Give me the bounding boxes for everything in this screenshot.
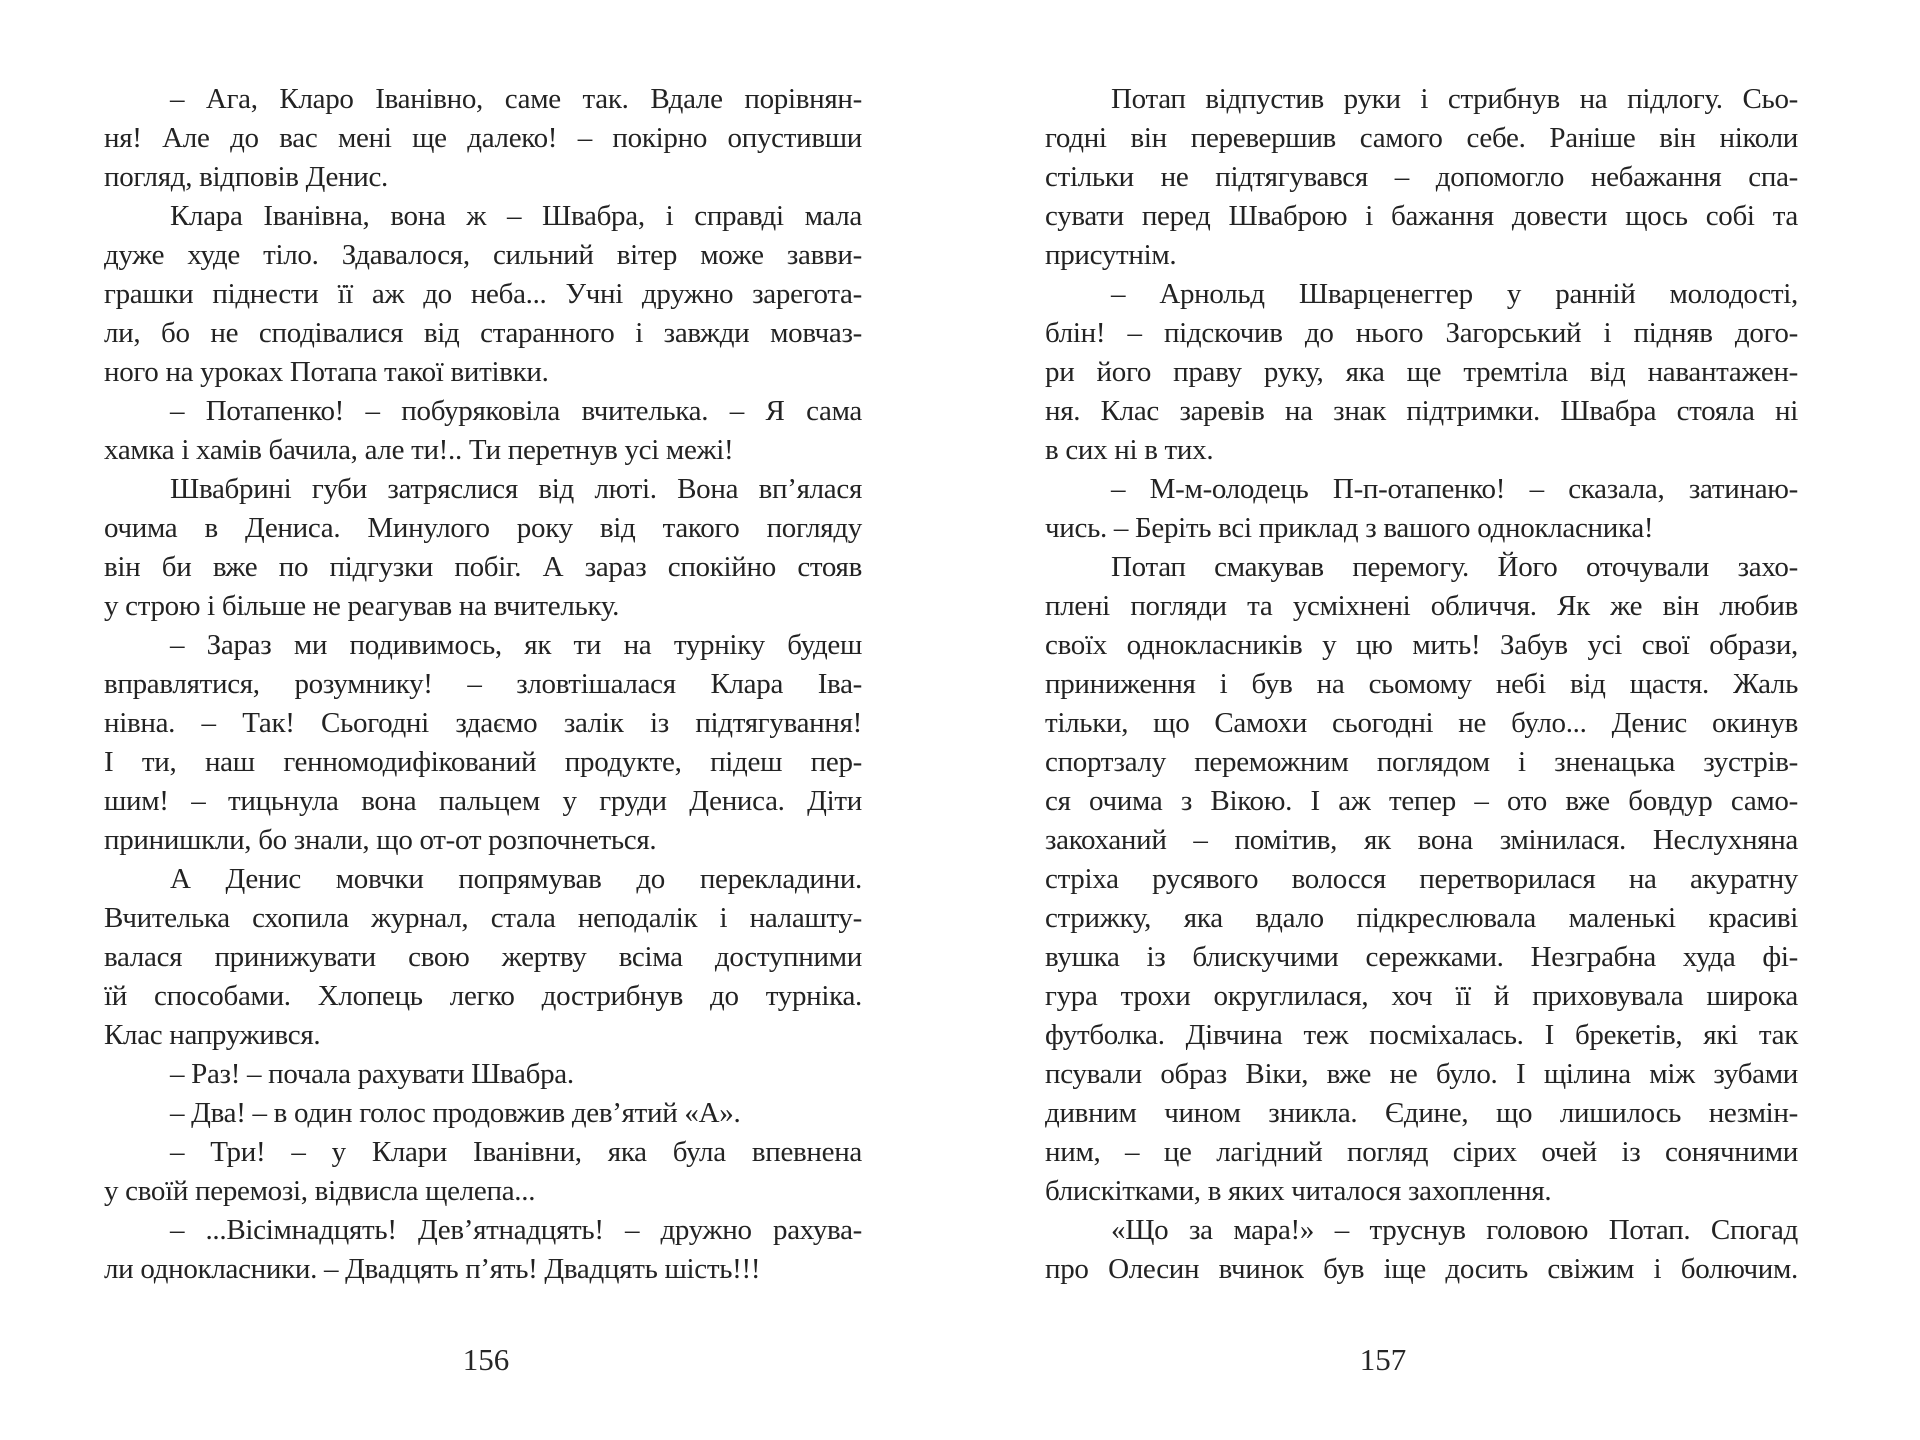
text-line: очима в Дениса. Минулого року від такого погляду — [104, 512, 862, 544]
text-line: – М-м-олодець П-п-отапенко! – сказала, затинаю- — [1111, 473, 1798, 505]
text-line: А Денис мовчки попрямував до перекладини. — [170, 863, 862, 895]
text-line: Потап відпустив руки і стрибнув на підлогу. Сьо- — [1111, 83, 1798, 115]
text-line: – Арнольд Шварценеггер у ранній молодості, — [1111, 278, 1798, 310]
text-line: – Три! – у Клари Іванівни, яка була впевнена — [170, 1136, 862, 1168]
text-line: ся очима з Вікою. І аж тепер – ото вже бовдур само- — [1045, 785, 1798, 817]
text-line: валася принижувати свою жертву всіма доступними — [104, 941, 862, 973]
left-page-text — [104, 80, 862, 1289]
text-line: ли однокласники. – Двадцять п’ять! Двадцять шість!!! — [104, 1253, 761, 1285]
right-page-text — [1045, 80, 1798, 1289]
text-line: Швабрині губи затряслися від люті. Вона вп’ялася — [170, 473, 862, 505]
text-line: ного на уроках Потапа такої витівки. — [104, 356, 549, 388]
text-line: дуже худе тіло. Здавалося, сильний вітер може завви- — [104, 239, 862, 271]
text-line: тільки, що Самохи сьогодні не було... Денис окинув — [1045, 707, 1798, 739]
text-line: І ти, наш генномодифікований продукте, підеш пер- — [104, 746, 862, 778]
text-line: Потап смакував перемогу. Його оточували захо- — [1111, 551, 1798, 583]
page-number-left: 156 — [462, 1342, 510, 1377]
text-line: шим! – тицьнула вона пальцем у груди Дениса. Діти — [104, 785, 862, 817]
text-line: їй способами. Хлопець легко дострибнув до турніка. — [104, 980, 862, 1012]
text-line: стрижку, яка вдало підкреслювала маленькі красиві — [1045, 902, 1798, 934]
text-line: у своїй перемозі, відвисла щелепа... — [104, 1175, 536, 1207]
text-line: стріха русявого волосся перетворилася на акуратну — [1045, 863, 1798, 895]
text-line: присутнім. — [1045, 239, 1177, 271]
text-line: він би вже по підгузки побіг. А зараз спокійно стояв — [104, 551, 862, 583]
text-line: хамка і хамів бачила, але ти!.. Ти перетнув усі межі! — [104, 434, 734, 466]
text-line: – Зараз ми подивимось, як ти на турніку будеш — [170, 629, 862, 661]
text-line: спортзалу переможним поглядом і зненацька зустрів- — [1045, 746, 1798, 778]
text-line: принишкли, бо знали, що от-от розпочнеться. — [104, 824, 657, 856]
right-page — [960, 0, 1920, 1440]
text-line: вушка із блискучими сережками. Незграбна худа фі- — [1045, 941, 1798, 973]
text-line: чись. – Беріть всі приклад з вашого однокласника! — [1045, 512, 1654, 544]
text-line: ним, – це лагідний погляд сірих очей із сонячними — [1045, 1136, 1798, 1168]
text-line: своїх однокласників у цю мить! Забув усі свої образи, — [1045, 629, 1798, 661]
text-line: ня. Клас заревів на знак підтримки. Швабра стояла ні — [1045, 395, 1798, 427]
page-number-right: 157 — [1359, 1342, 1407, 1377]
text-line: псували образ Віки, вже не було. І щілина між зубами — [1045, 1058, 1798, 1090]
text-line: Клас напружився. — [104, 1019, 321, 1051]
text-line: гура трохи округлилася, хоч її й приховувала широка — [1045, 980, 1798, 1012]
text-line: годні він перевершив самого себе. Раніше він ніколи — [1045, 122, 1798, 154]
text-line: сувати перед Шваброю і бажання довести щось собі та — [1045, 200, 1798, 232]
text-line: приниження і був на сьомому небі від щастя. Жаль — [1045, 668, 1798, 700]
text-line: в сих ні в тих. — [1045, 434, 1214, 466]
text-line: – Раз! – почала рахувати Швабра. — [170, 1058, 574, 1090]
text-line: блискітками, в яких читалося захоплення. — [1045, 1175, 1552, 1207]
text-line: «Що за мара!» – труснув головою Потап. Спогад — [1111, 1214, 1798, 1246]
text-line: ли, бо не сподівалися від старанного і завжди мовчаз- — [104, 317, 862, 349]
text-line: Вчителька схопила журнал, стала неподалік і налашту- — [104, 902, 862, 934]
text-line: – ...Вісімнадцять! Дев’ятнадцять! – дружно рахува- — [170, 1214, 862, 1246]
text-line: – Потапенко! – побуряковіла вчителька. – Я сама — [170, 395, 862, 427]
text-line: – Ага, Кларо Іванівно, саме так. Вдале порівнян- — [170, 83, 862, 115]
text-line: у строю і більше не реагував на вчительку. — [104, 590, 620, 622]
text-line: закоханий – помітив, як вона змінилася. Неслухняна — [1045, 824, 1798, 856]
text-line: ня! Але до вас мені ще далеко! – покірно опустивши — [104, 122, 862, 154]
text-line: вправлятися, розумнику! – зловтішалася Клара Іва- — [104, 668, 862, 700]
text-line: ри його праву руку, яка ще тремтіла від навантажен- — [1045, 356, 1798, 388]
text-line: – Два! – в один голос продовжив дев’ятий «А». — [170, 1097, 741, 1129]
text-line: блін! – підскочив до нього Загорський і підняв дого- — [1045, 317, 1798, 349]
text-line: футболка. Дівчина теж посміхалась. І брекетів, які так — [1045, 1019, 1798, 1051]
text-line: нівна. – Так! Сьогодні здаємо залік із підтягування! — [104, 707, 862, 739]
text-line: дивним чином зникла. Єдине, що лишилось незмін- — [1045, 1097, 1798, 1129]
text-line: Клара Іванівна, вона ж – Швабра, і справді мала — [170, 200, 862, 232]
text-line: погляд, відповів Денис. — [104, 161, 388, 193]
text-line: грашки піднести її аж до неба... Учні дружно зарегота- — [104, 278, 862, 310]
text-line: плені погляди та усміхнені обличчя. Як же він любив — [1045, 590, 1798, 622]
text-line: стільки не підтягувався – допомогло небажання спа- — [1045, 161, 1798, 193]
text-line: про Олесин вчинок був іще досить свіжим і болючим. — [1045, 1253, 1798, 1285]
